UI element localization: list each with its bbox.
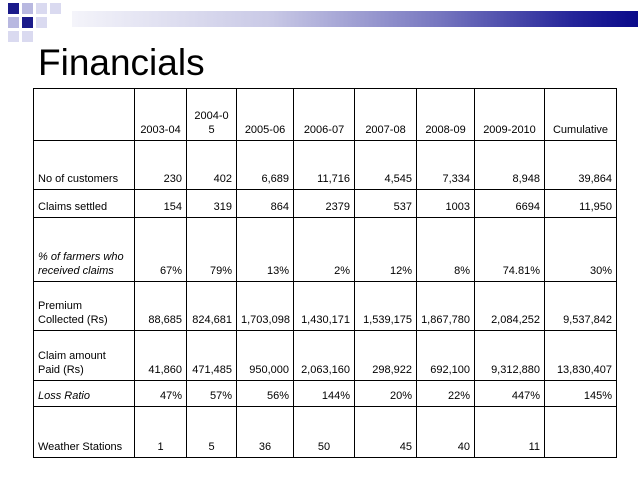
decor-square: [36, 17, 47, 28]
row-label: Claim amount Paid (Rs): [34, 331, 135, 381]
header-gradient-bar: [72, 11, 638, 27]
table-cell: 22%: [417, 381, 475, 407]
table-row: [34, 331, 617, 381]
table-row: [34, 407, 617, 458]
decor-square: [8, 31, 19, 42]
table-cell: 4,545: [355, 141, 417, 190]
column-header: Cumulative: [545, 89, 617, 141]
table-row: [34, 190, 617, 218]
table-cell: 2,063,160: [294, 331, 355, 381]
table-cell: 56%: [237, 381, 294, 407]
financials-table: [33, 88, 617, 458]
table-cell: 39,864: [545, 141, 617, 190]
table-cell: 145%: [545, 381, 617, 407]
table-cell: 230: [135, 141, 187, 190]
table-cell: 319: [187, 190, 237, 218]
table-cell: 88,685: [135, 282, 187, 331]
table-cell: 57%: [187, 381, 237, 407]
table-cell: 692,100: [417, 331, 475, 381]
table-cell: 298,922: [355, 331, 417, 381]
table-cell: 11,716: [294, 141, 355, 190]
table-cell: 6,689: [237, 141, 294, 190]
table-cell: 824,681: [187, 282, 237, 331]
table-cell: 12%: [355, 218, 417, 282]
table-cell: 11: [475, 407, 545, 458]
table-row: [34, 381, 617, 407]
table-cell: 5: [187, 407, 237, 458]
column-header: 2005-06: [237, 89, 294, 141]
table-row: [34, 218, 617, 282]
table-cell: 30%: [545, 218, 617, 282]
table-cell: 40: [417, 407, 475, 458]
table-cell: 864: [237, 190, 294, 218]
row-label: No of customers: [34, 141, 135, 190]
table-cell: 47%: [135, 381, 187, 407]
table-cell: 950,000: [237, 331, 294, 381]
decor-square: [36, 3, 47, 14]
table-cell: 13%: [237, 218, 294, 282]
table-cell: 8%: [417, 218, 475, 282]
table-cell: 1,867,780: [417, 282, 475, 331]
table-cell: 471,485: [187, 331, 237, 381]
table-cell: 154: [135, 190, 187, 218]
table-cell: 2379: [294, 190, 355, 218]
table-cell: 2%: [294, 218, 355, 282]
table-cell: 447%: [475, 381, 545, 407]
row-label: Loss Ratio: [34, 381, 135, 407]
table-cell: 1,430,171: [294, 282, 355, 331]
row-label: % of farmers who received claims: [34, 218, 135, 282]
table-cell: 8,948: [475, 141, 545, 190]
decor-square: [8, 3, 19, 14]
table-cell: 36: [237, 407, 294, 458]
decor-square: [8, 17, 19, 28]
table-cell: [545, 407, 617, 458]
table-cell: 9,537,842: [545, 282, 617, 331]
table-cell: 537: [355, 190, 417, 218]
page-title: Financials: [38, 42, 205, 83]
table-cell: 2,084,252: [475, 282, 545, 331]
column-header: 2009-2010: [475, 89, 545, 141]
column-header: 2008-09: [417, 89, 475, 141]
decor-square: [22, 17, 33, 28]
table-row: [34, 282, 617, 331]
table-cell: 50: [294, 407, 355, 458]
table-cell: 1,703,098: [237, 282, 294, 331]
table-cell: 45: [355, 407, 417, 458]
row-label: Premium Collected (Rs): [34, 282, 135, 331]
table-cell: 74.81%: [475, 218, 545, 282]
table-cell: 1: [135, 407, 187, 458]
table-cell: 144%: [294, 381, 355, 407]
column-header: 2007-08: [355, 89, 417, 141]
row-label: Weather Stations: [34, 407, 135, 458]
row-label: Claims settled: [34, 190, 135, 218]
table-cell: 79%: [187, 218, 237, 282]
table-cell: 402: [187, 141, 237, 190]
table-cell: 9,312,880: [475, 331, 545, 381]
column-header: 2006-07: [294, 89, 355, 141]
table-cell: 7,334: [417, 141, 475, 190]
table-cell: 6694: [475, 190, 545, 218]
table-row: [34, 141, 617, 190]
column-header: 2003-04: [135, 89, 187, 141]
decor-square: [22, 3, 33, 14]
column-header: [34, 89, 135, 141]
table-header-row: [34, 89, 617, 141]
table-cell: 67%: [135, 218, 187, 282]
table-cell: 11,950: [545, 190, 617, 218]
table-cell: 20%: [355, 381, 417, 407]
decor-square: [22, 31, 33, 42]
table-cell: 41,860: [135, 331, 187, 381]
column-header: 2004-0 5: [187, 89, 237, 141]
table-cell: 1,539,175: [355, 282, 417, 331]
table-cell: 1003: [417, 190, 475, 218]
decor-square: [50, 3, 61, 14]
table-cell: 13,830,407: [545, 331, 617, 381]
